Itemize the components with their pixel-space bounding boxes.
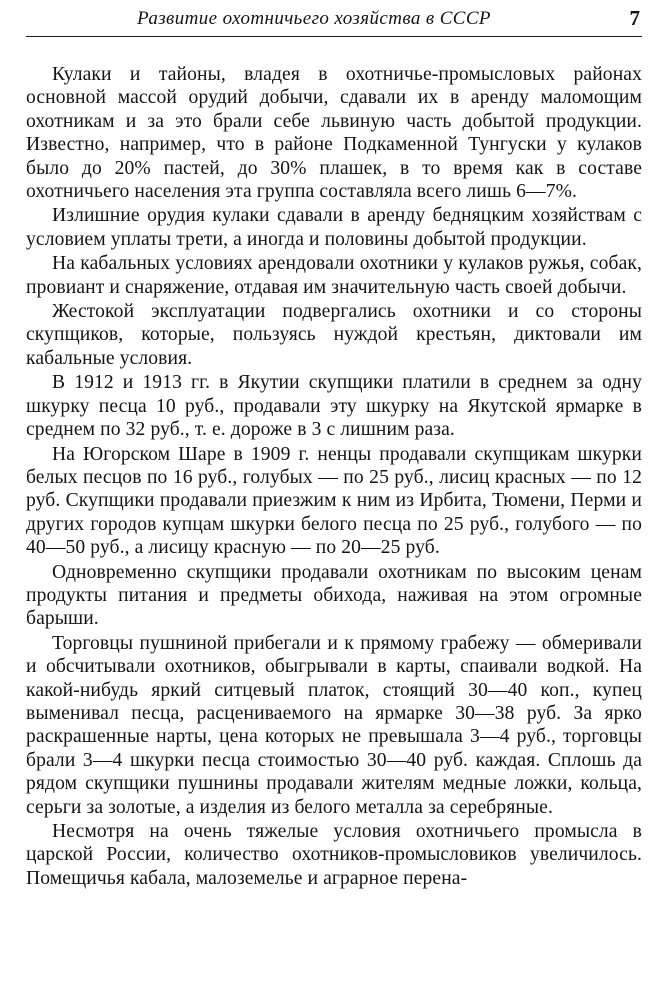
paragraph: В 1912 и 1913 гг. в Якутии скупщики платили в среднем за одну шкурку песца 10 руб., продавали эту шкурку на Якутской ярмарке в среднем по 32 руб., т. е. дороже в 3 с лишним раза. bbox=[26, 372, 642, 441]
paragraph: Несмотря на очень тяжелые условия охотничьего промысла в царской России, количество охотников-промысловиков увеличилось. Помещичья кабала, малоземелье и аграрное перена- bbox=[26, 821, 642, 889]
paragraph: Одновременно скупщики продавали охотникам по высоким ценам продукты питания и предметы обихода, наживая на этом огромные барыши. bbox=[26, 561, 642, 630]
paragraph: Торговцы пушниной прибегали и к прямому грабежу — обмеривали и обсчитывали охотников, обыгрывали в карты, спаивали водкой. На какой-нибудь яркий ситцевый платок, стоящий 30—40 коп., купец выменивал песца, расцениваемого на ярмарке 30—38 руб. За ярко раскрашенные нарты, цена которых не превышала 3—4 руб., торговцы брали 3—4 шкурки песца стоимостью 30—40 руб. каждая. Сплошь да рядом скупщики пушнины продавали жителям медные ложки, кольца, серьги за золотые, а изделия из белого металла за серебряные. bbox=[26, 632, 642, 818]
paragraph: На кабальных условиях арендовали охотники у кулаков ружья, собак, провиант и снаряжение, отдавая им значительную часть своей добычи. bbox=[26, 253, 642, 298]
body-text bbox=[26, 63, 642, 890]
paragraph: Излишние орудия кулаки сдавали в аренду бедняцким хозяйствам с условием уплаты трети, а иногда и половины добытой продукции. bbox=[26, 205, 642, 250]
paragraph: Жестокой эксплуатации подвергались охотники и со стороны скупщиков, которые, пользуясь нуждой крестьян, диктовали им кабальные условия. bbox=[26, 301, 642, 369]
paragraph: Кулаки и тайоны, владея в охотничье-промысловых районах основной массой орудий добычи, сдавали их в аренду маломощим охотникам и за это брали себе львиную часть добытой продукции. Известно, например, что в районе Подкаменной Тунгуски у кулаков было до 20% пастей, до 30% плашек, в то время как в составе охотничьего населения эта группа составляла всего лишь 6—7%. bbox=[26, 64, 642, 203]
paragraph: На Югорском Шаре в 1909 г. ненцы продавали скупщикам шкурки белых песцов по 16 руб., голубых — по 25 руб., лисиц красных — по 12 руб. Скупщики продавали приезжим к ним из Ирбита, Тюмени, Перми и других городов купцам шкурки белого песца по 25 руб., голубого — по 40—50 руб., а лисицу красную — по 20—25 руб. bbox=[26, 443, 642, 559]
running-header bbox=[26, 6, 642, 37]
running-title: Развитие охотничьего хозяйства в СССР bbox=[137, 8, 491, 29]
page-number: 7 bbox=[629, 6, 640, 30]
